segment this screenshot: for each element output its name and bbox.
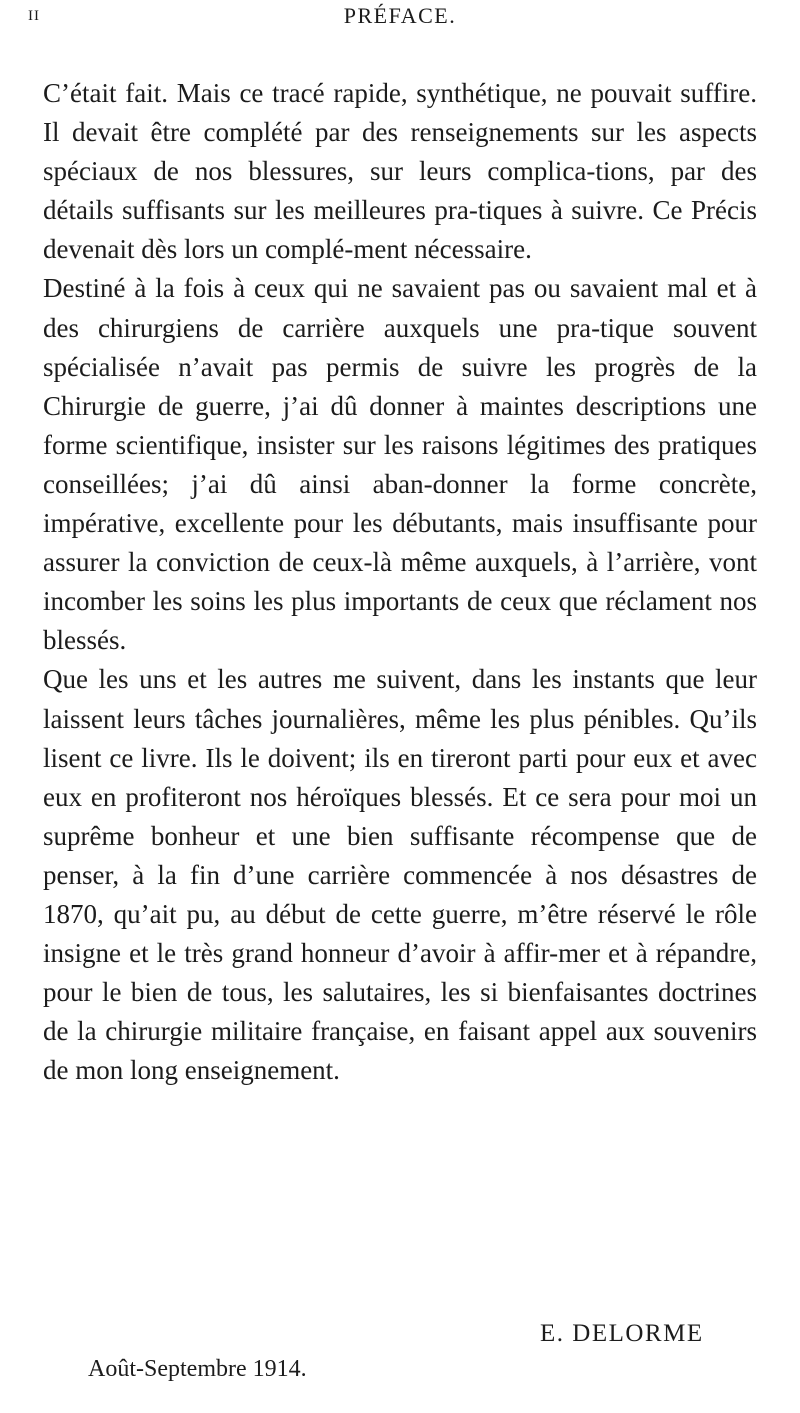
running-title: PRÉFACE.: [343, 3, 457, 28]
page-number: II: [28, 8, 40, 24]
author-signature: E. DELORME: [540, 1320, 704, 1347]
paragraph: Que les uns et les autres me suivent, dans les instants que leur laissent leurs tâches journalières, même les plus pénibles. Qu’ils lisent ce livre. Ils le doivent; ils en tireront parti pour eux et avec eux en profiteront nos héroïques blessés. Et ce sera pour moi un suprême bonheur et une bien suffisante récompense que de penser, à la fin d’une carrière commencée à nos désastres de 1870, qu’ait pu, au début de cette guerre, m’être réservé le rôle insigne et le très grand honneur d’avoir à affir-mer et à répandre, pour le bien de tous, les salutaires, les si bienfaisantes doctrines de la chirurgie militaire française, en faisant appel aux souvenirs de mon long enseignement.: [43, 664, 757, 1086]
dateline: Août-Septembre 1914.: [88, 1356, 307, 1382]
paragraph: C’était fait. Mais ce tracé rapide, synthétique, ne pouvait suffire. Il devait être complété par des renseignements sur les aspects spéciaux de nos blessures, sur leurs complica-tions, par des détails suffisants sur les meilleures pra-tiques à suivre. Ce Précis devenait dès lors un complé-ment nécessaire.: [43, 78, 757, 265]
paragraph: Destiné à la fois à ceux qui ne savaient pas ou savaient mal et à des chirurgiens de carrière auxquels une pra-tique souvent spécialisée n’avait pas permis de suivre les progrès de la Chirurgie de guerre, j’ai dû donner à maintes descriptions une forme scientifique, insister sur les raisons légitimes des pratiques conseillées; j’ai dû ainsi aban-donner la forme concrète, impérative, excellente pour les débutants, mais insuffisante pour assurer la conviction de ceux-là même auxquels, à l’arrière, vont incomber les soins les plus importants de ceux que réclament nos blessés.: [43, 273, 757, 656]
body-text: [43, 74, 757, 1090]
